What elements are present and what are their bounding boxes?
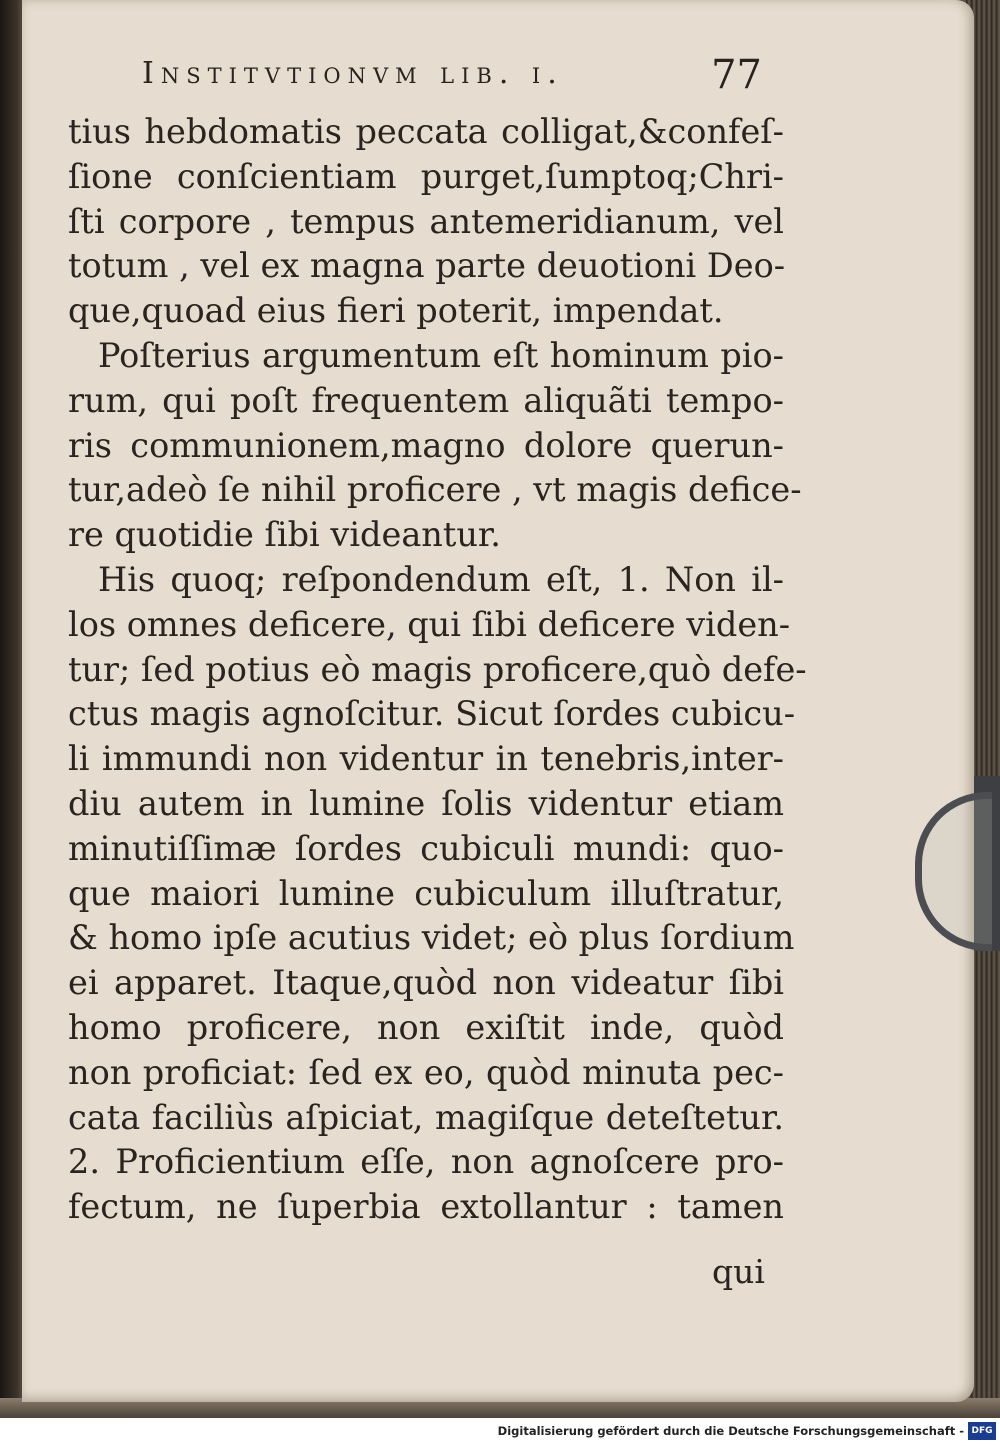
text-line: re quotidie ſibi videantur. (68, 515, 501, 555)
page-header (142, 52, 762, 106)
footer-bar (0, 1418, 1000, 1446)
text-line: ris communionem,magno dolore querun- (68, 425, 784, 465)
text-line: que,quoad eius fieri poterit, impendat. (68, 291, 724, 331)
text-line: rum, qui poſt frequentem aliquãti tempo- (68, 380, 784, 420)
text-line: homo proficere, non exiſtit inde, quòd (68, 1007, 784, 1047)
text-line: 2. Proficientium eſſe, non agnoſcere pro- (68, 1142, 784, 1182)
text-line: ſione conſcientiam purget,ſumptoq;Chri- (68, 156, 784, 196)
text-line: tur; ſed potius eò magis proficere,quò defe- (68, 649, 807, 689)
text-line: fectum, ne ſuperbia extollantur : tamen (68, 1187, 784, 1227)
catchword: qui (712, 1252, 765, 1291)
text-line: totum , vel ex magna parte deuotioni Deo- (68, 246, 786, 286)
page-text (68, 110, 807, 1230)
text-line: tius hebdomatis peccata colligat,&confeſ- (68, 112, 784, 151)
text-line: Poſterius argumentum eſt hominum pio- (98, 335, 784, 375)
text-line: que maiori lumine cubiculum illuſtratur, (68, 873, 784, 913)
page-number: 77 (711, 52, 762, 98)
text-line: non proficiat: ſed ex eo, quòd minuta pec- (68, 1052, 784, 1092)
text-line: His quoq; reſpondendum eſt, 1. Non il- (98, 559, 784, 599)
text-line: li immundi non videntur in tenebris,inter- (68, 739, 784, 779)
text-line: cata faciliùs aſpiciat, magiſque deteſtetur. (68, 1097, 784, 1137)
text-line: ctus magis agnoſcitur. Sicut ſordes cubicu- (68, 694, 796, 734)
text-line: los omnes deficere, qui ſibi deficere viden- (68, 604, 791, 644)
text-line: tur,adeò ſe nihil proficere , vt magis defice- (68, 470, 802, 510)
book-page (22, 0, 974, 1402)
text-line: diu autem in lumine ſolis videntur etiam (68, 783, 784, 823)
running-title: Institvtionvm lib. i. (142, 56, 564, 91)
funding-credit: Digitalisierung gefördert durch die Deutsche Forschungsgemeinschaft - (497, 1424, 964, 1438)
dfg-logo-icon: DFG (968, 1422, 996, 1440)
text-line: ſti corpore , tempus antemeridianum, vel (68, 201, 784, 241)
text-line: minutiſſimæ ſordes cubiculi mundi: quo- (68, 828, 784, 868)
text-line: & homo ipſe acutius videt; eò plus ſordium (68, 918, 795, 958)
text-line: ei apparet. Itaque,quòd non videatur ſibi (68, 963, 784, 1003)
